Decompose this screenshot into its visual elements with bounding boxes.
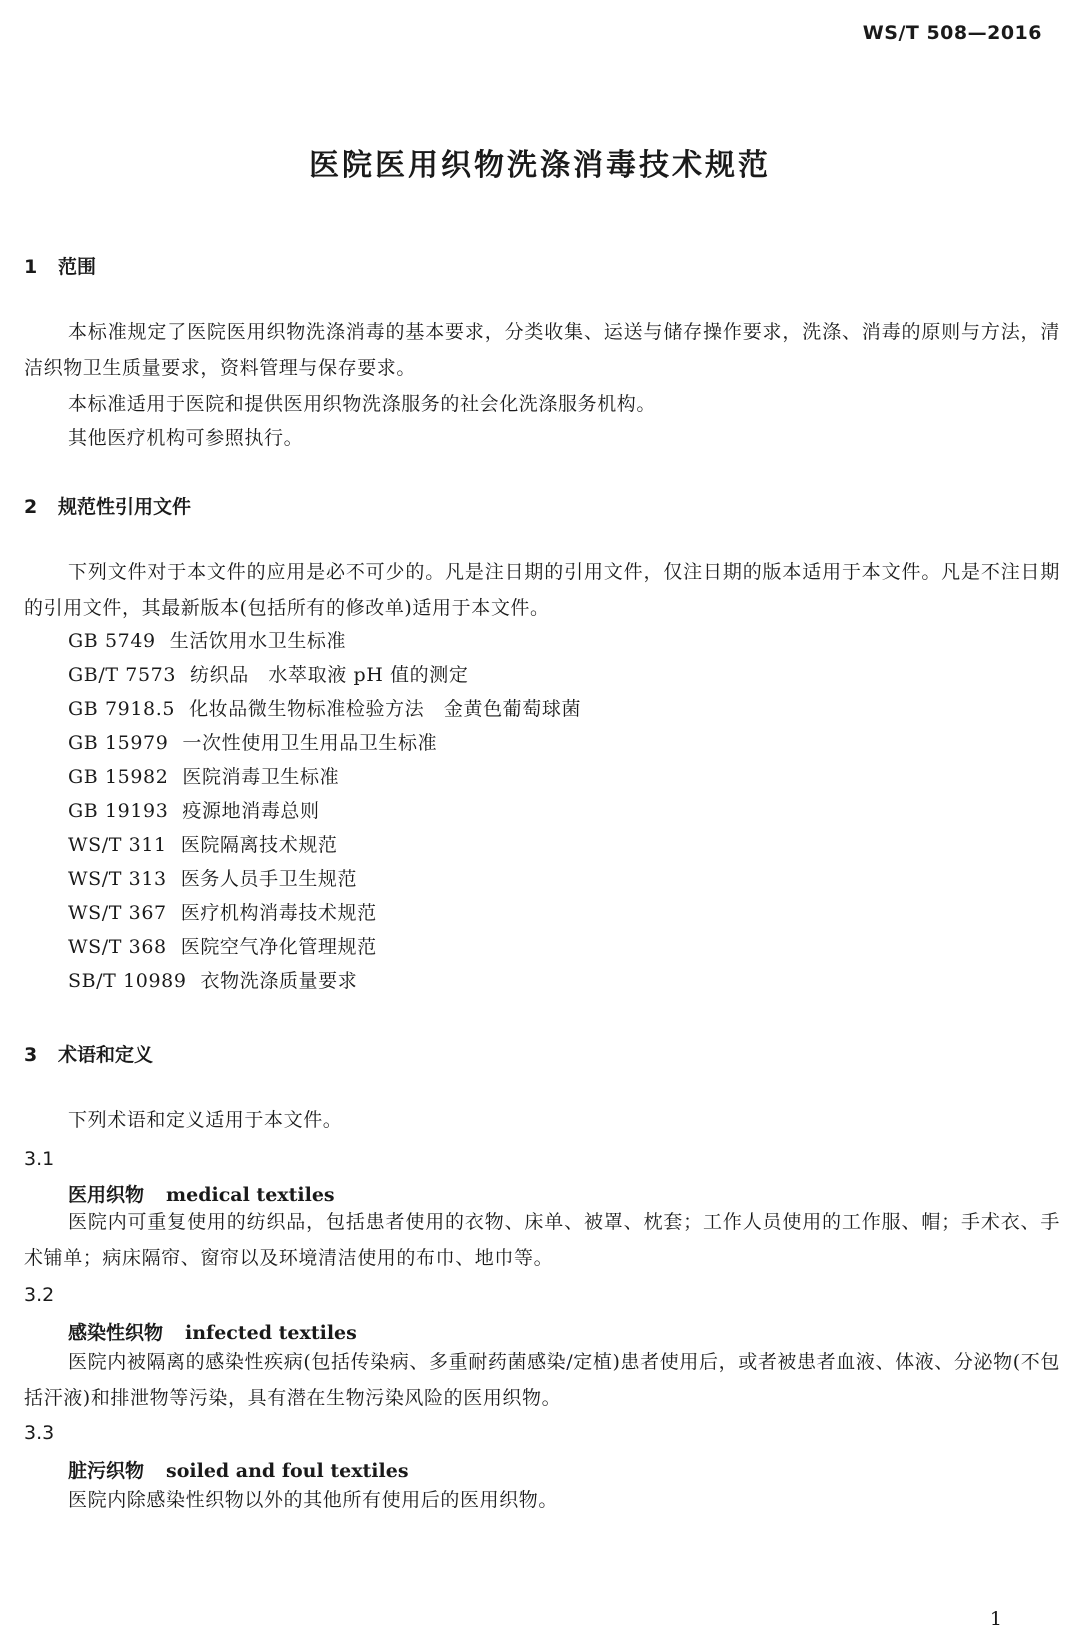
section-title: 范围 [58,256,97,278]
reference-item [68,728,437,755]
reference-name: 医院消毒卫生标准 [182,766,340,788]
term-english: medical textiles [166,1184,335,1206]
term-heading [68,1318,357,1345]
document-title: 医院医用织物洗涤消毒技术规范 [309,148,771,183]
term-english: soiled and foul textiles [166,1460,409,1482]
reference-code: WS/T 367 [68,902,167,924]
standard-code: WS/T 508—2016 [862,22,1042,44]
reference-item [68,660,468,687]
reference-item [68,830,338,857]
section-3-paragraph-1: 下列术语和定义适用于本文件。 [68,1109,343,1131]
section-1-paragraph-1: 本标准规定了医院医用织物洗涤消毒的基本要求，分类收集、运送与储存操作要求，洗涤、消毒的原则与方法，清洁织物卫生质量要求，资料管理与保存要求。 [24,321,1060,379]
term-chinese: 医用织物 [68,1184,145,1206]
reference-name: 衣物洗涤质量要求 [200,970,358,992]
section-3-heading [24,1040,153,1067]
term-number: 3.1 [24,1148,55,1170]
term-english: infected textiles [185,1322,357,1344]
term-chinese: 脏污织物 [68,1460,145,1482]
reference-code: GB 19193 [68,800,169,822]
section-2-heading [24,492,191,519]
reference-code: GB/T 7573 [68,664,177,686]
reference-code: GB 15979 [68,732,169,754]
reference-code: SB/T 10989 [68,970,187,992]
reference-name: 疫源地消毒总则 [182,800,320,822]
reference-item [68,864,357,891]
section-title: 规范性引用文件 [58,496,192,518]
section-title: 术语和定义 [58,1044,154,1066]
reference-code: GB 15982 [68,766,169,788]
term-definition: 医院内除感染性织物以外的其他所有使用后的医用织物。 [68,1489,559,1511]
term-heading [68,1456,409,1483]
reference-name: 医院隔离技术规范 [180,834,338,856]
term-chinese: 感染性织物 [68,1322,164,1344]
reference-code: GB 5749 [68,630,156,652]
reference-item [68,626,346,653]
term-number: 3.2 [24,1284,55,1306]
page-number: 1 [989,1608,1002,1630]
reference-name: 医务人员手卫生规范 [180,868,358,890]
reference-item [68,932,377,959]
term-definition: 医院内可重复使用的纺织品，包括患者使用的衣物、床单、被罩、枕套；工作人员使用的工作服、帽；手术衣、手术铺单；病床隔帘、窗帘以及环境清洁使用的布巾、地巾等。 [24,1211,1060,1269]
section-1-heading [24,252,96,279]
term-definition: 医院内被隔离的感染性疾病(包括传染病、多重耐药菌感染/定植)患者使用后，或者被患者血液、体液、分泌物(不包括汗液)和排泄物等污染，具有潜在生物污染风险的医用织物。 [24,1351,1060,1409]
reference-code: WS/T 368 [68,936,167,958]
reference-name: 纺织品 水萃取液 pH 值的测定 [190,664,469,686]
reference-item [68,694,581,721]
reference-name: 一次性使用卫生用品卫生标准 [182,732,438,754]
reference-code: GB 7918.5 [68,698,176,720]
term-number: 3.3 [24,1422,55,1444]
reference-code: WS/T 311 [68,834,167,856]
reference-code: WS/T 313 [68,868,167,890]
section-1-paragraph-3: 其他医疗机构可参照执行。 [68,427,304,449]
reference-item [68,898,377,925]
reference-name: 医疗机构消毒技术规范 [180,902,377,924]
reference-name: 生活饮用水卫生标准 [169,630,347,652]
section-number: 2 [24,496,38,518]
reference-item [68,966,357,993]
term-heading [68,1180,335,1207]
reference-name: 医院空气净化管理规范 [180,936,377,958]
section-number: 3 [24,1044,38,1066]
reference-name: 化妆品微生物标准检验方法 金黄色葡萄球菌 [189,698,582,720]
reference-item [68,762,339,789]
reference-item [68,796,320,823]
section-number: 1 [24,256,38,278]
section-2-paragraph-1: 下列文件对于本文件的应用是必不可少的。凡是注日期的引用文件，仅注日期的版本适用于本文件。凡是不注日期的引用文件，其最新版本(包括所有的修改单)适用于本文件。 [24,561,1060,619]
section-1-paragraph-2: 本标准适用于医院和提供医用织物洗涤服务的社会化洗涤服务机构。 [68,393,657,415]
